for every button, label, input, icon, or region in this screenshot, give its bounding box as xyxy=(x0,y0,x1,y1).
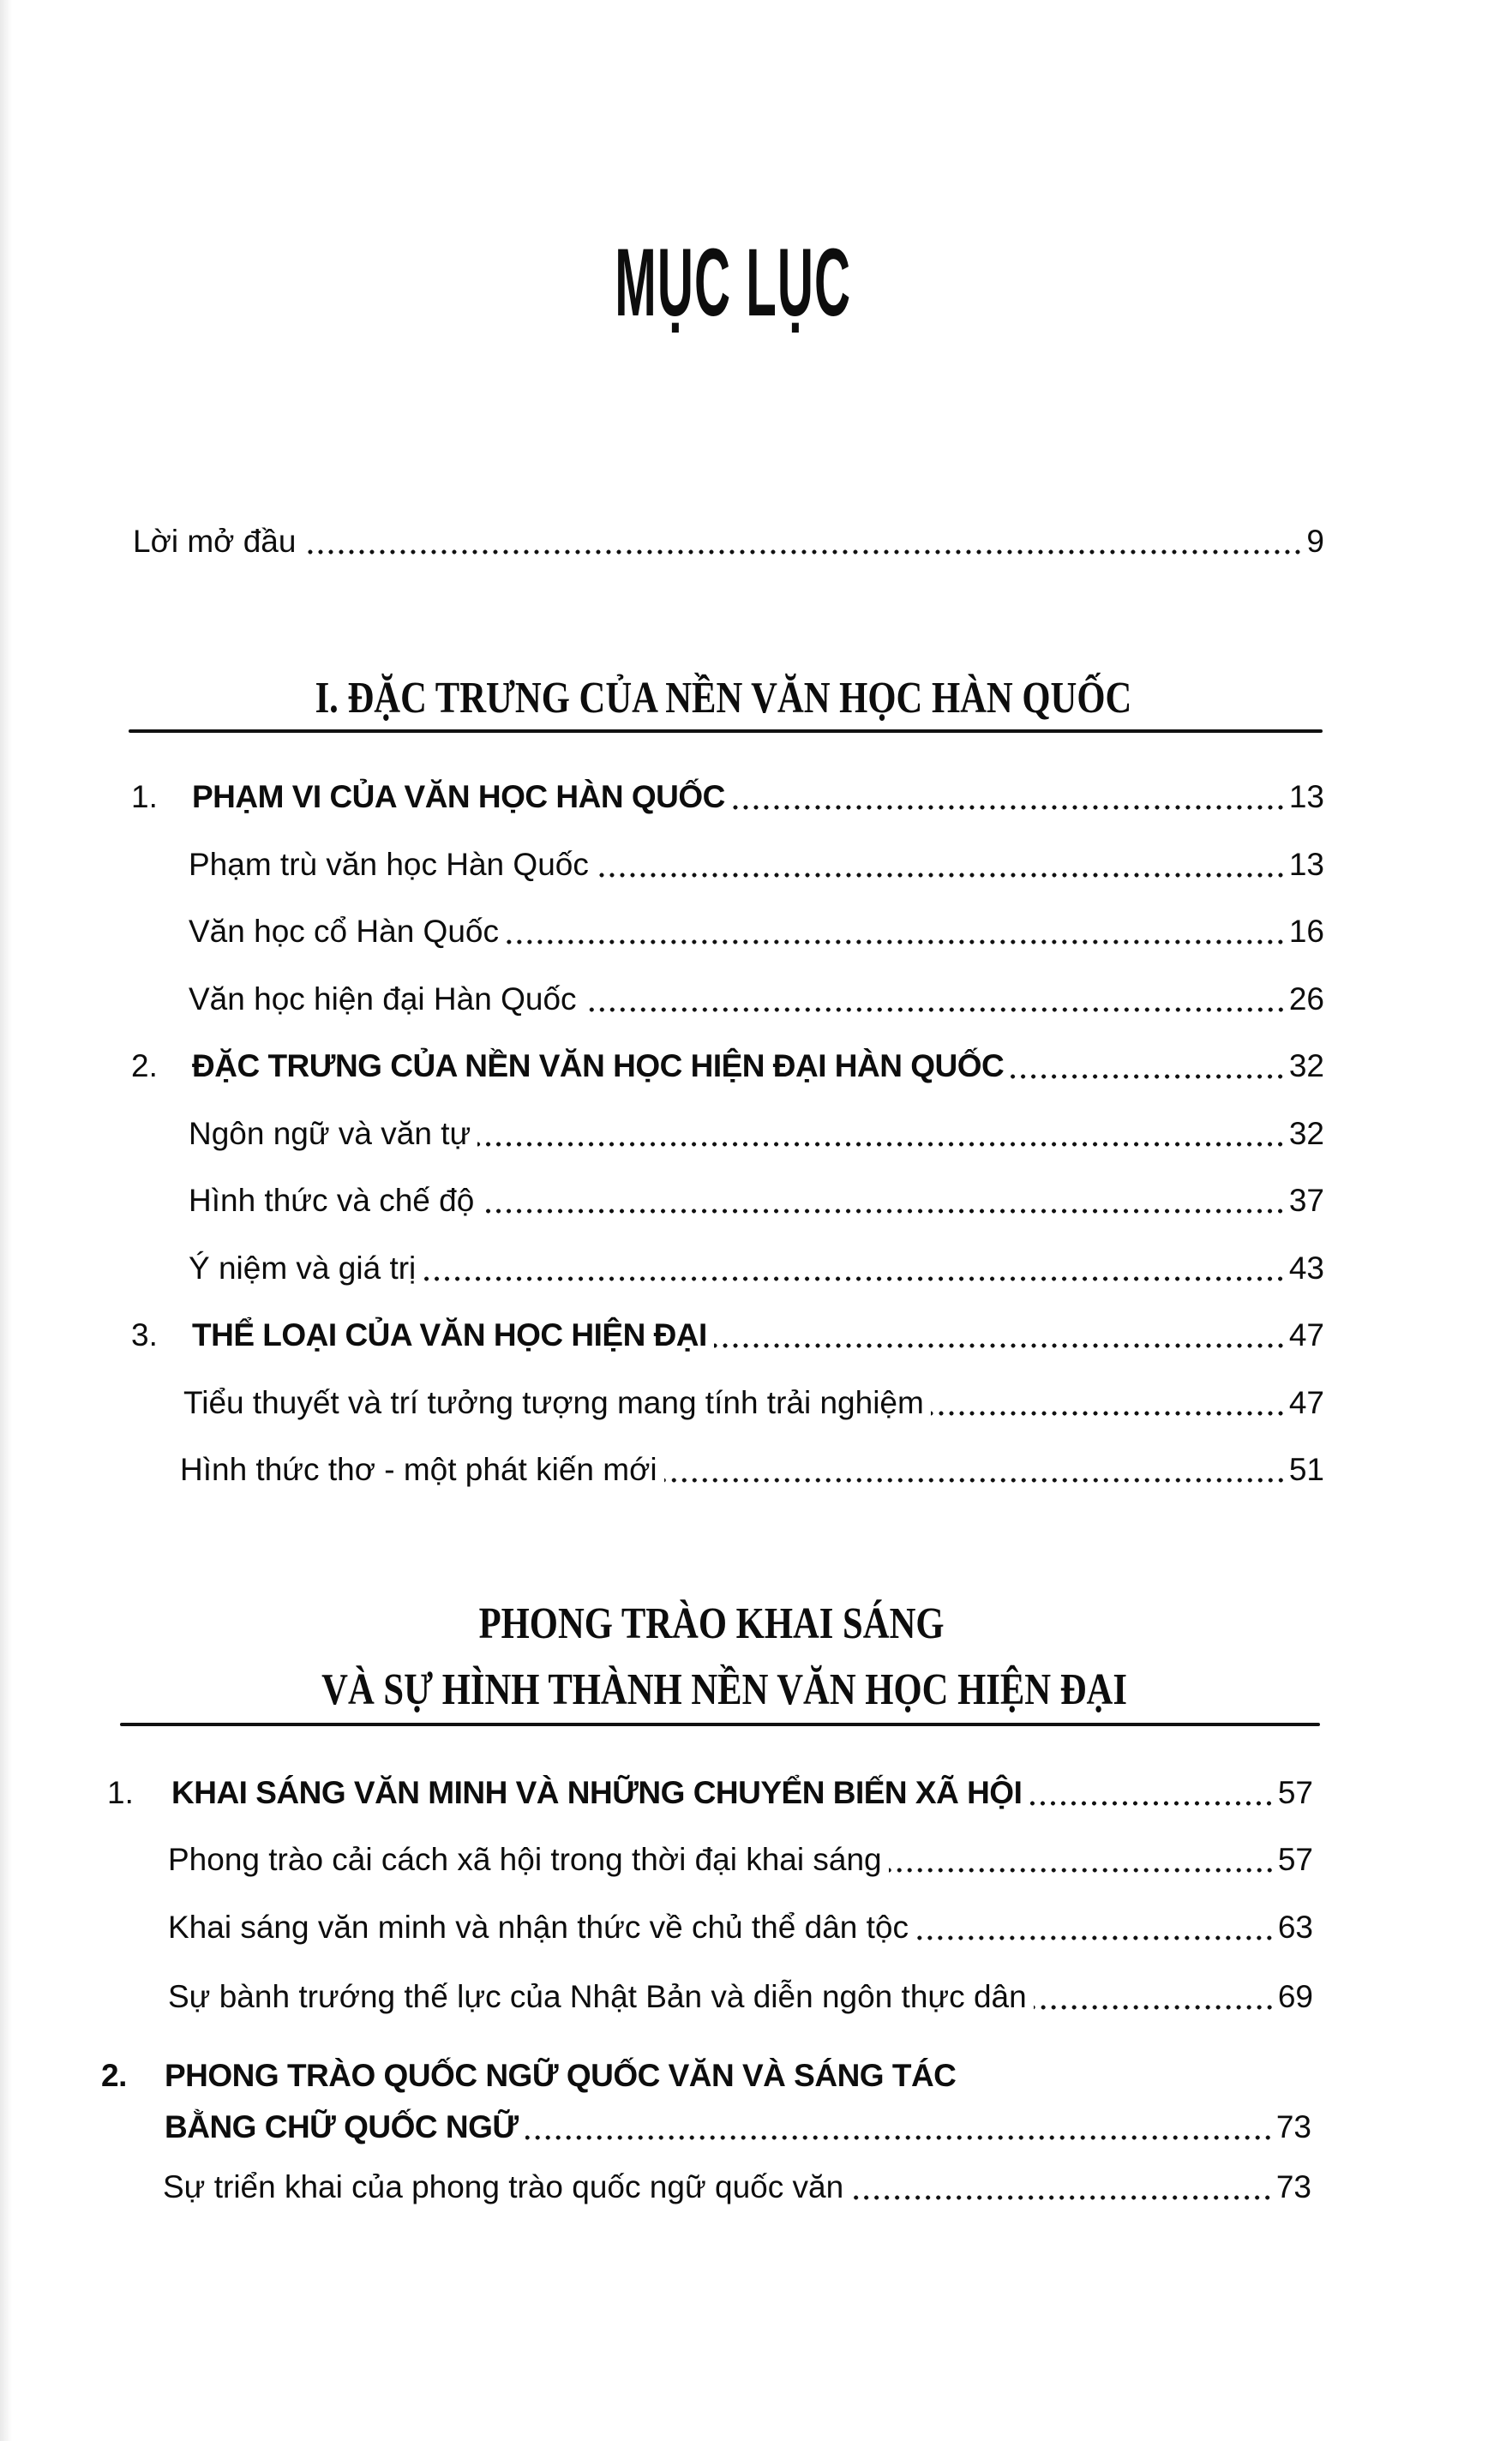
dot-leader xyxy=(506,938,1286,946)
dot-leader xyxy=(481,1207,1286,1215)
section-heading-line-1 xyxy=(111,1598,1311,1650)
toc-entry-label: THỂ LOẠI CỦA VĂN HỌC HIỆN ĐẠI xyxy=(192,1317,707,1352)
dot-leader xyxy=(714,1341,1286,1350)
toc-entry-page: 43 xyxy=(1288,1250,1324,1286)
dot-leader xyxy=(1034,2003,1275,2012)
toc-subentry[interactable] xyxy=(183,1383,1324,1423)
toc-subentry[interactable] xyxy=(189,912,1324,951)
toc-subentry[interactable] xyxy=(168,1908,1313,1947)
dot-leader xyxy=(596,871,1286,879)
toc-entry-label: Hình thức và chế độ xyxy=(189,1183,475,1218)
page-edge-shadow xyxy=(0,0,12,2441)
toc-entry-label: KHAI SÁNG VĂN MINH VÀ NHỮNG CHUYỂN BIẾN XÃ HỘI xyxy=(171,1775,1023,1810)
toc-entry-page: 13 xyxy=(1288,779,1324,814)
dot-leader xyxy=(889,1866,1275,1874)
toc-entry-page: 51 xyxy=(1288,1452,1324,1487)
dot-leader xyxy=(423,1274,1286,1283)
toc-entry-number: 2. xyxy=(131,1048,158,1083)
section-heading-line-2 xyxy=(124,1664,1324,1716)
section-heading-text: VÀ SỰ HÌNH THÀNH NỀN VĂN HỌC HIỆN ĐẠI xyxy=(321,1665,1127,1714)
toc-entry-page: 73 xyxy=(1275,2109,1311,2144)
toc-entry-page: 16 xyxy=(1288,914,1324,949)
toc-subentry[interactable] xyxy=(189,980,1324,1019)
toc-subentry[interactable] xyxy=(189,845,1324,885)
toc-entry-page: 57 xyxy=(1277,1775,1313,1810)
dot-leader xyxy=(915,1934,1275,1942)
dot-leader xyxy=(525,2133,1273,2142)
toc-entry-page: 69 xyxy=(1277,1979,1313,2014)
section-divider xyxy=(120,1723,1320,1726)
toc-subentry[interactable] xyxy=(189,1249,1324,1288)
toc-entry-page: 37 xyxy=(1288,1183,1324,1218)
toc-subentry[interactable] xyxy=(189,1114,1324,1154)
dot-leader xyxy=(1011,1072,1286,1081)
toc-entry-label: Lời mở đầu xyxy=(133,524,297,559)
toc-chapter-entry[interactable] xyxy=(131,1047,1324,1086)
toc-chapter-entry[interactable] xyxy=(165,2108,1311,2147)
toc-subentry[interactable] xyxy=(189,1181,1324,1220)
toc-entry-label-line-2: BẰNG CHỮ QUỐC NGỮ xyxy=(165,2109,519,2144)
toc-entry-label: ĐẶC TRƯNG CỦA NỀN VĂN HỌC HIỆN ĐẠI HÀN QUỐC xyxy=(192,1048,1005,1083)
toc-entry-page: 32 xyxy=(1288,1048,1324,1083)
toc-entry-page: 47 xyxy=(1288,1317,1324,1352)
toc-subentry[interactable] xyxy=(168,1977,1313,2017)
dot-leader xyxy=(931,1409,1286,1418)
toc-entry-number: 3. xyxy=(131,1317,158,1352)
toc-entry-intro[interactable] xyxy=(133,522,1324,561)
toc-subentry[interactable] xyxy=(163,2168,1311,2207)
toc-entry-label: Hình thức thơ - một phát kiến mới xyxy=(180,1452,657,1487)
toc-chapter-entry[interactable] xyxy=(131,1316,1324,1355)
toc-entry-number: 1. xyxy=(107,1775,134,1810)
toc-subentry[interactable] xyxy=(168,1840,1313,1880)
toc-entry-page: 63 xyxy=(1277,1910,1313,1945)
toc-chapter-entry[interactable] xyxy=(131,777,1324,817)
section-heading-text: I. ĐẶC TRƯNG CỦA NỀN VĂN HỌC HÀN QUỐC xyxy=(315,674,1132,723)
toc-entry-page: 13 xyxy=(1288,847,1324,882)
section-heading-text: PHONG TRÀO KHAI SÁNG xyxy=(478,1599,945,1648)
page-title xyxy=(0,231,1466,334)
toc-entry-label: Phong trào cải cách xã hội trong thời đại khai sáng xyxy=(168,1842,882,1877)
toc-entry-label: Văn học cổ Hàn Quốc xyxy=(189,914,499,949)
toc-subentry[interactable] xyxy=(180,1450,1324,1490)
dot-leader xyxy=(850,2193,1273,2202)
toc-entry-label-line-1[interactable]: PHONG TRÀO QUỐC NGỮ QUỐC VĂN VÀ SÁNG TÁC xyxy=(165,2058,957,2093)
dot-leader xyxy=(664,1476,1286,1484)
dot-leader xyxy=(1029,1799,1274,1808)
toc-entry-page: 57 xyxy=(1277,1842,1313,1877)
toc-entry-label: Ngôn ngữ và văn tự xyxy=(189,1116,471,1151)
toc-entry-label: PHẠM VI CỦA VĂN HỌC HÀN QUỐC xyxy=(192,779,725,814)
dot-leader xyxy=(732,803,1286,812)
toc-entry-label: Sự triển khai của phong trào quốc ngữ quốc văn xyxy=(163,2169,844,2204)
toc-entry-page: 73 xyxy=(1275,2169,1311,2204)
dot-leader xyxy=(303,548,1303,556)
section-heading xyxy=(123,673,1323,724)
dot-leader xyxy=(584,1005,1286,1014)
toc-chapter-entry[interactable] xyxy=(107,1773,1313,1813)
toc-entry-number: 1. xyxy=(131,779,158,814)
toc-entry-label: Văn học hiện đại Hàn Quốc xyxy=(189,981,577,1017)
toc-entry-page: 47 xyxy=(1288,1385,1324,1420)
toc-entry-label: Ý niệm và giá trị xyxy=(189,1250,417,1286)
page-title-text: MỤC LỤC xyxy=(615,229,851,336)
dot-leader xyxy=(477,1140,1286,1149)
section-divider xyxy=(129,729,1323,733)
toc-entry-label: Sự bành trướng thế lực của Nhật Bản và diễn ngôn thực dân xyxy=(168,1979,1027,2014)
toc-entry-label: Phạm trù văn học Hàn Quốc xyxy=(189,847,589,882)
toc-entry-number: 2. xyxy=(101,2058,127,2093)
toc-entry-page: 32 xyxy=(1288,1116,1324,1151)
toc-entry-page: 9 xyxy=(1306,524,1324,559)
toc-entry-label: Tiểu thuyết và trí tưởng tượng mang tính trải nghiệm xyxy=(183,1385,924,1420)
toc-entry-page: 26 xyxy=(1288,981,1324,1017)
toc-entry-label: Khai sáng văn minh và nhận thức về chủ thể dân tộc xyxy=(168,1910,909,1945)
